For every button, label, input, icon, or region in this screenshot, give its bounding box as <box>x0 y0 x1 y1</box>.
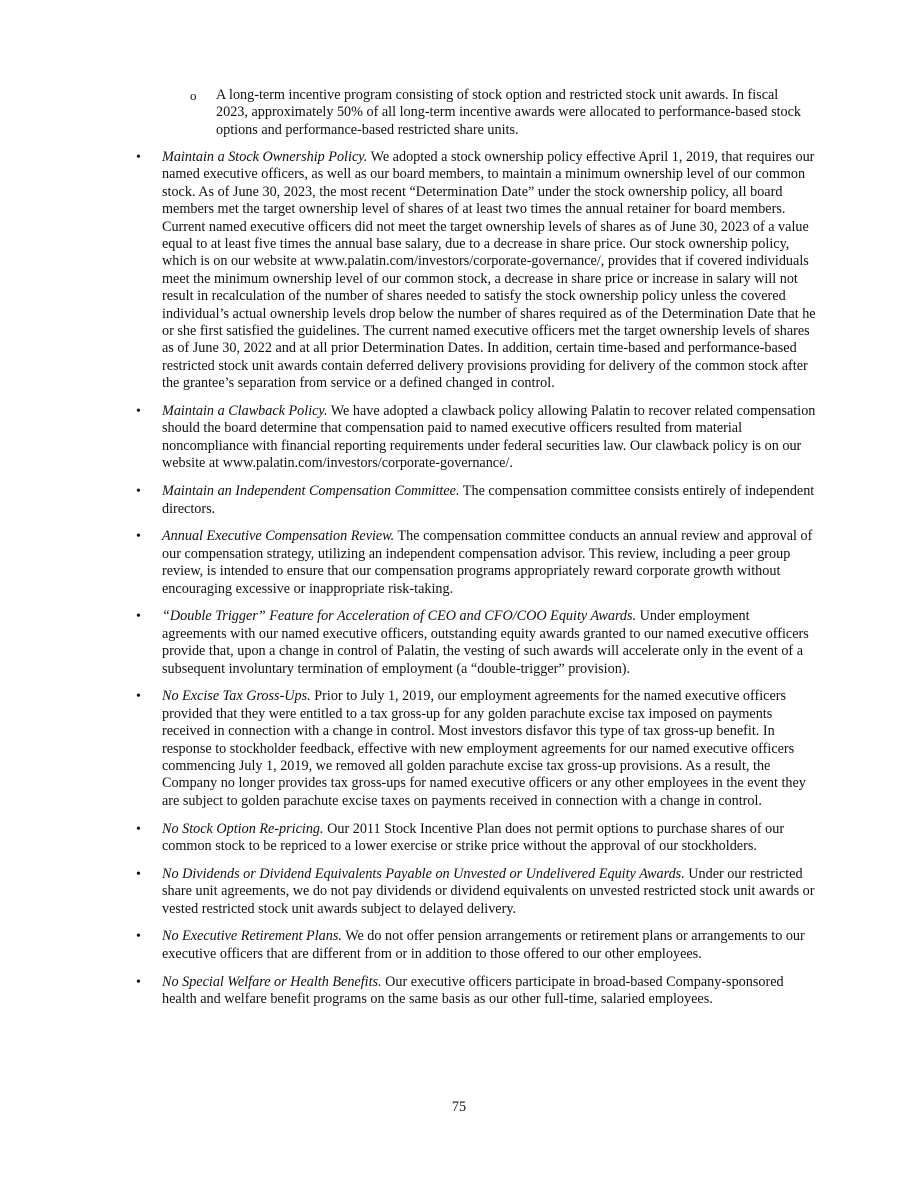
bullet-body <box>162 483 816 518</box>
bullet-text: The compensation committee consists entirely of independent directors. <box>162 483 815 517</box>
bullet-text: We do not offer pension arrangements or retirement plans or arrangements to our executive officers that are different from or in addition to those offered to our other employees. <box>162 928 805 962</box>
bullet-body <box>162 688 816 810</box>
bullet-dot-icon: • <box>136 689 141 705</box>
bullet-body <box>162 928 816 963</box>
bullet-no-special-benefits <box>136 974 816 1009</box>
bullet-text: Prior to July 1, 2019, our employment agreements for the named executive officers provided that they were entitled to a tax gross-up for any golden parachute excise tax imposed on payments received in connection with a change in control. Most investors disfavor this type of tax gross-up benefit. In response to stockholder feedback, effective with new employment agreements for our named executive officers commencing July 1, 2019, we removed all golden parachute excise tax gross-up provisions. As a result, the Company no longer provides tax gross-ups for named executive officers or any other employees in the event they are subject to golden parachute excise taxes on payments received in connection with a change in control. <box>162 688 806 809</box>
bullet-double-trigger <box>136 608 816 678</box>
sub-bullet-item <box>190 87 810 139</box>
bullet-body <box>162 974 816 1009</box>
bullet-lead-heading: No Special Welfare or Health Benefits. <box>162 973 382 990</box>
bullet-dot-icon: • <box>136 974 141 990</box>
bullet-text: Our executive officers participate in broad-based Company-sponsored health and welfare benefit programs on the same basis as our other full-time, salaried employees. <box>162 973 784 1007</box>
bullet-stock-ownership-policy <box>136 149 816 393</box>
bullet-lead-heading: Maintain a Stock Ownership Policy. <box>162 149 368 165</box>
bullet-lead-heading: Annual Executive Compensation Review. <box>162 528 395 545</box>
bullet-body <box>162 821 816 856</box>
page-number: 75 <box>451 1099 467 1115</box>
policy-bullet-list <box>136 149 816 1019</box>
bullet-dot-icon: • <box>136 609 141 625</box>
bullet-text: The compensation committee conducts an annual review and approval of our compensation strategy, utilizing an independent compensation advisor. This review, including a peer group review, is intended to ensure that our compensation programs appropriately reward corporate growth without encouraging excessive or inappropriate risk-taking. <box>162 528 813 597</box>
bullet-lead-heading: Maintain a Clawback Policy. <box>162 403 328 420</box>
bullet-lead-heading: No Excise Tax Gross-Ups. <box>162 688 311 705</box>
circle-bullet-marker: o <box>190 88 197 103</box>
bullet-body <box>162 608 816 678</box>
bullet-no-excise-tax <box>136 688 816 810</box>
bullet-no-dividends <box>136 866 816 918</box>
bullet-text: We have adopted a clawback policy allowing Palatin to recover related compensation should the board determine that compensation paid to named executive officers resulted from material noncompliance with financial reporting requirements under federal securities law. Our clawback policy is on our website at www.palatin.com/investors/corporate-governance/. <box>162 403 816 472</box>
bullet-text: Our 2011 Stock Incentive Plan does not permit options to purchase shares of our common stock to be repriced to a lower exercise or strike price without the approval of our stockholders. <box>162 820 785 854</box>
bullet-lead-heading: No Dividends or Dividend Equivalents Payable on Unvested or Undelivered Equity Awards. <box>162 865 685 882</box>
bullet-dot-icon: • <box>136 821 141 837</box>
bullet-lead-heading: “Double Trigger” Feature for Acceleration of CEO and CFO/COO Equity Awards. <box>162 608 637 625</box>
bullet-text: We adopted a stock ownership policy effective April 1, 2019, that requires our named executive officers, as well as our board members, to maintain a minimum ownership level of our common stock. As of June 30, 2023, the most recent “Determination Date” under the stock ownership policy, all board members met the target ownership level of shares of at least two times the annual retainer for board members. Current named executive officers did not meet the target ownership levels of shares as of June 30, 2023 of a value equal to at least five times the annual base salary, due to a decrease in share price. Our stock ownership policy, which is on our website at www.palatin.com/investors/corporate-governance/, provides that if covered individuals meet the minimum ownership level of our common stock, a decrease in share price or increase in salary will not result in recalculation of the number of shares needed to satisfy the stock ownership policy unless the covered individual’s actual ownership levels drop below the number of shares required as of the Determination Date that he or she first satisfied the guidelines. The current named executive officers met the target ownership levels of shares as of June 30, 2022 and at all prior Determination Dates. In addition, certain time-based and performance-based restricted stock unit awards contain deferred delivery provisions providing for delivery of the common stock after the grantee’s separation from service or a defined changed in control. <box>162 149 816 392</box>
bullet-dot-icon: • <box>136 404 141 420</box>
bullet-lead-heading: No Executive Retirement Plans. <box>162 928 342 945</box>
bullet-body <box>162 528 816 598</box>
bullet-body <box>162 866 816 918</box>
bullet-dot-icon: • <box>136 150 141 165</box>
bullet-annual-review <box>136 528 816 598</box>
bullet-clawback-policy <box>136 403 816 473</box>
bullet-dot-icon: • <box>136 529 141 545</box>
bullet-body <box>162 403 816 473</box>
bullet-lead-heading: Maintain an Independent Compensation Committee. <box>162 483 460 500</box>
bullet-no-repricing <box>136 821 816 856</box>
bullet-lead-heading: No Stock Option Re-pricing. <box>162 820 324 837</box>
bullet-dot-icon: • <box>136 484 141 500</box>
bullet-text: Under our restricted share unit agreements, we do not pay dividends or dividend equivalents on unvested restricted stock unit awards or vested restricted stock unit awards subject to delayed delivery. <box>162 865 815 917</box>
bullet-dot-icon: • <box>136 866 141 882</box>
bullet-dot-icon: • <box>136 929 141 945</box>
bullet-body <box>162 149 816 393</box>
bullet-independent-committee <box>136 483 816 518</box>
bullet-text: Under employment agreements with our named executive officers, outstanding equity awards granted to our named executive officers provide that, upon a change in control of Palatin, the vesting of such awards will accelerate only in the event of a subsequent involuntary termination of employment (a “double-trigger” provision). <box>162 608 809 677</box>
bullet-no-retirement-plans <box>136 928 816 963</box>
sub-bullet-text: A long-term incentive program consisting of stock option and restricted stock unit awards. In fiscal 2023, approximately 50% of all long-term incentive awards were allocated to performance-based stock options and performance-based restricted share units. <box>216 87 802 138</box>
